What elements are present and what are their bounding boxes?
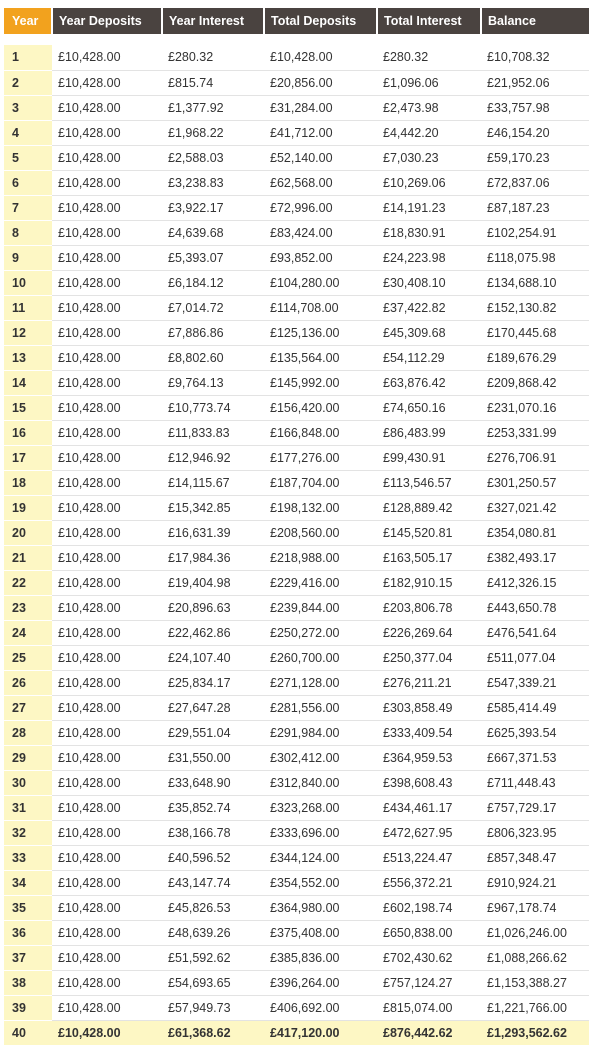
cell-year-deposits: £10,428.00 — [52, 120, 162, 145]
cell-year-deposits: £10,428.00 — [52, 570, 162, 595]
table-row — [4, 70, 589, 95]
table-row — [4, 895, 589, 920]
cell-year-interest: £280.32 — [162, 45, 264, 70]
cell-year: 37 — [4, 945, 52, 970]
cell-total-deposits: £385,836.00 — [264, 945, 377, 970]
table-row — [4, 145, 589, 170]
cell-year-deposits: £10,428.00 — [52, 220, 162, 245]
cell-year-interest: £2,588.03 — [162, 145, 264, 170]
cell-total-interest: £398,608.43 — [377, 770, 481, 795]
cell-year-deposits: £10,428.00 — [52, 795, 162, 820]
header-year-deposits: Year Deposits — [52, 8, 162, 34]
cell-balance: £476,541.64 — [481, 620, 589, 645]
cell-year: 36 — [4, 920, 52, 945]
table-row — [4, 120, 589, 145]
cell-balance: £102,254.91 — [481, 220, 589, 245]
cell-year-deposits: £10,428.00 — [52, 45, 162, 70]
cell-year: 3 — [4, 95, 52, 120]
cell-balance: £354,080.81 — [481, 520, 589, 545]
cell-total-interest: £364,959.53 — [377, 745, 481, 770]
cell-total-interest: £333,409.54 — [377, 720, 481, 745]
cell-year: 21 — [4, 545, 52, 570]
table-row — [4, 770, 589, 795]
cell-year-deposits: £10,428.00 — [52, 670, 162, 695]
cell-year-interest: £7,014.72 — [162, 295, 264, 320]
cell-balance: £806,323.95 — [481, 820, 589, 845]
cell-year-interest: £24,107.40 — [162, 645, 264, 670]
cell-total-interest: £280.32 — [377, 45, 481, 70]
cell-total-deposits: £93,852.00 — [264, 245, 377, 270]
cell-year: 26 — [4, 670, 52, 695]
header-spacer — [4, 34, 589, 45]
cell-balance: £118,075.98 — [481, 245, 589, 270]
cell-year-interest: £20,896.63 — [162, 595, 264, 620]
cell-year-deposits: £10,428.00 — [52, 595, 162, 620]
cell-total-deposits: £125,136.00 — [264, 320, 377, 345]
cell-year: 20 — [4, 520, 52, 545]
cell-total-deposits: £333,696.00 — [264, 820, 377, 845]
cell-total-deposits: £281,556.00 — [264, 695, 377, 720]
cell-total-deposits: £364,980.00 — [264, 895, 377, 920]
cell-year: 28 — [4, 720, 52, 745]
cell-year-interest: £45,826.53 — [162, 895, 264, 920]
cell-balance: £547,339.21 — [481, 670, 589, 695]
cell-year-deposits: £10,428.00 — [52, 970, 162, 995]
cell-year-interest: £9,764.13 — [162, 370, 264, 395]
cell-year-interest: £54,693.65 — [162, 970, 264, 995]
cell-total-deposits: £20,856.00 — [264, 70, 377, 95]
cell-year: 16 — [4, 420, 52, 445]
cell-balance: £667,371.53 — [481, 745, 589, 770]
cell-year: 29 — [4, 745, 52, 770]
cell-balance: £46,154.20 — [481, 120, 589, 145]
cell-year-interest: £51,592.62 — [162, 945, 264, 970]
cell-year-interest: £31,550.00 — [162, 745, 264, 770]
cell-total-interest: £1,096.06 — [377, 70, 481, 95]
cell-year-deposits: £10,428.00 — [52, 895, 162, 920]
cell-year-interest: £40,596.52 — [162, 845, 264, 870]
cell-balance: £857,348.47 — [481, 845, 589, 870]
cell-year: 6 — [4, 170, 52, 195]
table-row — [4, 845, 589, 870]
table-row — [4, 495, 589, 520]
table-row — [4, 945, 589, 970]
cell-year: 15 — [4, 395, 52, 420]
cell-balance: £59,170.23 — [481, 145, 589, 170]
cell-year-interest: £38,166.78 — [162, 820, 264, 845]
cell-total-deposits: £83,424.00 — [264, 220, 377, 245]
cell-total-deposits: £62,568.00 — [264, 170, 377, 195]
cell-year-interest: £14,115.67 — [162, 470, 264, 495]
cell-total-deposits: £156,420.00 — [264, 395, 377, 420]
cell-balance: £1,153,388.27 — [481, 970, 589, 995]
table-row — [4, 820, 589, 845]
table-row — [4, 870, 589, 895]
cell-total-interest: £63,876.42 — [377, 370, 481, 395]
table-row — [4, 695, 589, 720]
cell-year: 17 — [4, 445, 52, 470]
cell-total-interest: £14,191.23 — [377, 195, 481, 220]
cell-year: 22 — [4, 570, 52, 595]
cell-total-interest: £30,408.10 — [377, 270, 481, 295]
cell-total-interest: £4,442.20 — [377, 120, 481, 145]
cell-year: 34 — [4, 870, 52, 895]
header-balance: Balance — [481, 8, 589, 34]
cell-balance: £625,393.54 — [481, 720, 589, 745]
cell-balance: £1,026,246.00 — [481, 920, 589, 945]
cell-year-interest: £35,852.74 — [162, 795, 264, 820]
cell-year-deposits: £10,428.00 — [52, 495, 162, 520]
table-row — [4, 420, 589, 445]
table-row — [4, 170, 589, 195]
table-row — [4, 545, 589, 570]
cell-balance: £189,676.29 — [481, 345, 589, 370]
cell-total-interest: £303,858.49 — [377, 695, 481, 720]
cell-year-deposits: £10,428.00 — [52, 295, 162, 320]
table-row — [4, 45, 589, 70]
cell-year: 7 — [4, 195, 52, 220]
cell-total-deposits: £323,268.00 — [264, 795, 377, 820]
table-row — [4, 795, 589, 820]
table-row — [4, 245, 589, 270]
cell-total-interest: £472,627.95 — [377, 820, 481, 845]
cell-year-deposits: £10,428.00 — [52, 170, 162, 195]
cell-total-deposits: £166,848.00 — [264, 420, 377, 445]
table-row — [4, 595, 589, 620]
cell-balance: £134,688.10 — [481, 270, 589, 295]
cell-total-deposits: £104,280.00 — [264, 270, 377, 295]
cell-year-deposits: £10,428.00 — [52, 345, 162, 370]
cell-year: 13 — [4, 345, 52, 370]
cell-total-interest: £18,830.91 — [377, 220, 481, 245]
cell-total-interest: £757,124.27 — [377, 970, 481, 995]
header-total-interest: Total Interest — [377, 8, 481, 34]
cell-balance: £382,493.17 — [481, 545, 589, 570]
cell-year: 12 — [4, 320, 52, 345]
cell-balance: £327,021.42 — [481, 495, 589, 520]
cell-year-deposits: £10,428.00 — [52, 695, 162, 720]
cell-total-interest: £37,422.82 — [377, 295, 481, 320]
cell-year-deposits: £10,428.00 — [52, 720, 162, 745]
cell-year-interest: £61,368.62 — [162, 1020, 264, 1045]
cell-year: 14 — [4, 370, 52, 395]
cell-year-deposits: £10,428.00 — [52, 445, 162, 470]
table-row — [4, 445, 589, 470]
table-row — [4, 620, 589, 645]
cell-balance: £21,952.06 — [481, 70, 589, 95]
cell-total-interest: £556,372.21 — [377, 870, 481, 895]
table-row — [4, 470, 589, 495]
cell-year-interest: £815.74 — [162, 70, 264, 95]
cell-total-interest: £10,269.06 — [377, 170, 481, 195]
table-row — [4, 570, 589, 595]
cell-year-interest: £29,551.04 — [162, 720, 264, 745]
cell-year-deposits: £10,428.00 — [52, 620, 162, 645]
cell-total-interest: £434,461.17 — [377, 795, 481, 820]
cell-balance: £412,326.15 — [481, 570, 589, 595]
cell-total-deposits: £354,552.00 — [264, 870, 377, 895]
cell-year-deposits: £10,428.00 — [52, 545, 162, 570]
cell-total-interest: £815,074.00 — [377, 995, 481, 1020]
cell-total-deposits: £41,712.00 — [264, 120, 377, 145]
cell-total-deposits: £10,428.00 — [264, 45, 377, 70]
cell-year: 30 — [4, 770, 52, 795]
cell-year-interest: £11,833.83 — [162, 420, 264, 445]
cell-total-interest: £226,269.64 — [377, 620, 481, 645]
cell-year: 35 — [4, 895, 52, 920]
cell-year: 10 — [4, 270, 52, 295]
cell-year-interest: £1,968.22 — [162, 120, 264, 145]
cell-year: 23 — [4, 595, 52, 620]
cell-total-deposits: £198,132.00 — [264, 495, 377, 520]
cell-year-deposits: £10,428.00 — [52, 745, 162, 770]
cell-total-interest: £203,806.78 — [377, 595, 481, 620]
cell-balance: £511,077.04 — [481, 645, 589, 670]
cell-year-deposits: £10,428.00 — [52, 270, 162, 295]
cell-total-interest: £250,377.04 — [377, 645, 481, 670]
cell-total-interest: £86,483.99 — [377, 420, 481, 445]
cell-year-deposits: £10,428.00 — [52, 870, 162, 895]
cell-total-deposits: £417,120.00 — [264, 1020, 377, 1045]
cell-total-deposits: £239,844.00 — [264, 595, 377, 620]
cell-balance: £967,178.74 — [481, 895, 589, 920]
cell-total-interest: £876,442.62 — [377, 1020, 481, 1045]
cell-balance: £276,706.91 — [481, 445, 589, 470]
cell-balance: £711,448.43 — [481, 770, 589, 795]
table-row — [4, 345, 589, 370]
table-row — [4, 995, 589, 1020]
cell-year: 4 — [4, 120, 52, 145]
cell-total-deposits: £312,840.00 — [264, 770, 377, 795]
cell-total-interest: £54,112.29 — [377, 345, 481, 370]
table-row — [4, 395, 589, 420]
cell-total-interest: £45,309.68 — [377, 320, 481, 345]
table-row — [4, 670, 589, 695]
cell-total-deposits: £271,128.00 — [264, 670, 377, 695]
cell-balance: £33,757.98 — [481, 95, 589, 120]
table-row — [4, 720, 589, 745]
table-row — [4, 320, 589, 345]
cell-total-deposits: £229,416.00 — [264, 570, 377, 595]
cell-year-deposits: £10,428.00 — [52, 70, 162, 95]
cell-year-interest: £43,147.74 — [162, 870, 264, 895]
header-row — [4, 8, 589, 34]
cell-year-deposits: £10,428.00 — [52, 320, 162, 345]
cell-total-deposits: £72,996.00 — [264, 195, 377, 220]
cell-total-interest: £513,224.47 — [377, 845, 481, 870]
cell-year: 33 — [4, 845, 52, 870]
cell-total-deposits: £375,408.00 — [264, 920, 377, 945]
table-header — [4, 8, 589, 34]
table-row — [4, 745, 589, 770]
cell-year: 11 — [4, 295, 52, 320]
cell-total-interest: £702,430.62 — [377, 945, 481, 970]
cell-balance: £72,837.06 — [481, 170, 589, 195]
cell-balance: £757,729.17 — [481, 795, 589, 820]
cell-total-interest: £24,223.98 — [377, 245, 481, 270]
cell-balance: £301,250.57 — [481, 470, 589, 495]
cell-year: 8 — [4, 220, 52, 245]
cell-year: 19 — [4, 495, 52, 520]
cell-year: 38 — [4, 970, 52, 995]
cell-year: 32 — [4, 820, 52, 845]
cell-total-interest: £602,198.74 — [377, 895, 481, 920]
cell-total-deposits: £135,564.00 — [264, 345, 377, 370]
table-row — [4, 920, 589, 945]
cell-balance: £209,868.42 — [481, 370, 589, 395]
cell-year-interest: £10,773.74 — [162, 395, 264, 420]
cell-year: 31 — [4, 795, 52, 820]
cell-year: 9 — [4, 245, 52, 270]
cell-year: 25 — [4, 645, 52, 670]
cell-total-interest: £128,889.42 — [377, 495, 481, 520]
cell-total-deposits: £260,700.00 — [264, 645, 377, 670]
table-row-final — [4, 1020, 589, 1045]
table-row — [4, 195, 589, 220]
cell-balance: £1,221,766.00 — [481, 995, 589, 1020]
cell-year: 39 — [4, 995, 52, 1020]
cell-balance: £152,130.82 — [481, 295, 589, 320]
table-body — [4, 34, 589, 1045]
cell-year-interest: £1,377.92 — [162, 95, 264, 120]
cell-year-deposits: £10,428.00 — [52, 945, 162, 970]
cell-year-deposits: £10,428.00 — [52, 520, 162, 545]
cell-year-deposits: £10,428.00 — [52, 820, 162, 845]
table-row — [4, 270, 589, 295]
cell-total-deposits: £31,284.00 — [264, 95, 377, 120]
cell-year: 2 — [4, 70, 52, 95]
cell-balance: £443,650.78 — [481, 595, 589, 620]
cell-total-deposits: £396,264.00 — [264, 970, 377, 995]
cell-year-interest: £33,648.90 — [162, 770, 264, 795]
cell-year-deposits: £10,428.00 — [52, 645, 162, 670]
cell-total-deposits: £208,560.00 — [264, 520, 377, 545]
cell-total-interest: £182,910.15 — [377, 570, 481, 595]
cell-balance: £1,293,562.62 — [481, 1020, 589, 1045]
table-row — [4, 645, 589, 670]
cell-year: 27 — [4, 695, 52, 720]
cell-year-interest: £17,984.36 — [162, 545, 264, 570]
cell-total-interest: £74,650.16 — [377, 395, 481, 420]
cell-year-deposits: £10,428.00 — [52, 245, 162, 270]
cell-total-deposits: £52,140.00 — [264, 145, 377, 170]
spacer-cell — [4, 34, 589, 45]
cell-balance: £1,088,266.62 — [481, 945, 589, 970]
cell-year-deposits: £10,428.00 — [52, 920, 162, 945]
cell-year-interest: £12,946.92 — [162, 445, 264, 470]
savings-schedule-table — [4, 8, 589, 1045]
cell-year-interest: £5,393.07 — [162, 245, 264, 270]
cell-total-deposits: £291,984.00 — [264, 720, 377, 745]
cell-year-deposits: £10,428.00 — [52, 770, 162, 795]
cell-year-interest: £15,342.85 — [162, 495, 264, 520]
cell-year-interest: £16,631.39 — [162, 520, 264, 545]
cell-total-deposits: £114,708.00 — [264, 295, 377, 320]
cell-year-interest: £57,949.73 — [162, 995, 264, 1020]
cell-balance: £10,708.32 — [481, 45, 589, 70]
cell-total-deposits: £218,988.00 — [264, 545, 377, 570]
cell-year-interest: £19,404.98 — [162, 570, 264, 595]
cell-balance: £253,331.99 — [481, 420, 589, 445]
cell-total-deposits: £302,412.00 — [264, 745, 377, 770]
cell-total-interest: £113,546.57 — [377, 470, 481, 495]
cell-year-deposits: £10,428.00 — [52, 845, 162, 870]
cell-total-interest: £163,505.17 — [377, 545, 481, 570]
cell-balance: £87,187.23 — [481, 195, 589, 220]
cell-year-interest: £48,639.26 — [162, 920, 264, 945]
cell-year-interest: £6,184.12 — [162, 270, 264, 295]
cell-balance: £910,924.21 — [481, 870, 589, 895]
cell-total-interest: £2,473.98 — [377, 95, 481, 120]
cell-year: 5 — [4, 145, 52, 170]
header-total-deposits: Total Deposits — [264, 8, 377, 34]
cell-year-interest: £8,802.60 — [162, 345, 264, 370]
cell-year-interest: £3,238.83 — [162, 170, 264, 195]
cell-year-interest: £7,886.86 — [162, 320, 264, 345]
cell-year-deposits: £10,428.00 — [52, 470, 162, 495]
cell-total-deposits: £344,124.00 — [264, 845, 377, 870]
table-row — [4, 370, 589, 395]
cell-year-deposits: £10,428.00 — [52, 995, 162, 1020]
cell-total-interest: £650,838.00 — [377, 920, 481, 945]
cell-total-deposits: £177,276.00 — [264, 445, 377, 470]
table-row — [4, 295, 589, 320]
cell-total-interest: £276,211.21 — [377, 670, 481, 695]
cell-year-deposits: £10,428.00 — [52, 395, 162, 420]
cell-year: 40 — [4, 1020, 52, 1045]
cell-year-interest: £22,462.86 — [162, 620, 264, 645]
cell-year-deposits: £10,428.00 — [52, 195, 162, 220]
cell-total-interest: £145,520.81 — [377, 520, 481, 545]
cell-total-deposits: £406,692.00 — [264, 995, 377, 1020]
table-row — [4, 95, 589, 120]
cell-year-deposits: £10,428.00 — [52, 145, 162, 170]
cell-balance: £585,414.49 — [481, 695, 589, 720]
cell-year-deposits: £10,428.00 — [52, 95, 162, 120]
cell-year: 18 — [4, 470, 52, 495]
cell-total-deposits: £250,272.00 — [264, 620, 377, 645]
table-row — [4, 520, 589, 545]
cell-year-interest: £4,639.68 — [162, 220, 264, 245]
cell-year-deposits: £10,428.00 — [52, 420, 162, 445]
cell-balance: £170,445.68 — [481, 320, 589, 345]
header-year: Year — [4, 8, 52, 34]
cell-balance: £231,070.16 — [481, 395, 589, 420]
cell-year-interest: £27,647.28 — [162, 695, 264, 720]
cell-total-interest: £99,430.91 — [377, 445, 481, 470]
cell-year-deposits: £10,428.00 — [52, 1020, 162, 1045]
cell-total-deposits: £187,704.00 — [264, 470, 377, 495]
cell-year-interest: £3,922.17 — [162, 195, 264, 220]
cell-total-interest: £7,030.23 — [377, 145, 481, 170]
cell-year-interest: £25,834.17 — [162, 670, 264, 695]
table-row — [4, 970, 589, 995]
header-year-interest: Year Interest — [162, 8, 264, 34]
cell-total-deposits: £145,992.00 — [264, 370, 377, 395]
table-row — [4, 220, 589, 245]
cell-year: 24 — [4, 620, 52, 645]
cell-year-deposits: £10,428.00 — [52, 370, 162, 395]
cell-year: 1 — [4, 45, 52, 70]
